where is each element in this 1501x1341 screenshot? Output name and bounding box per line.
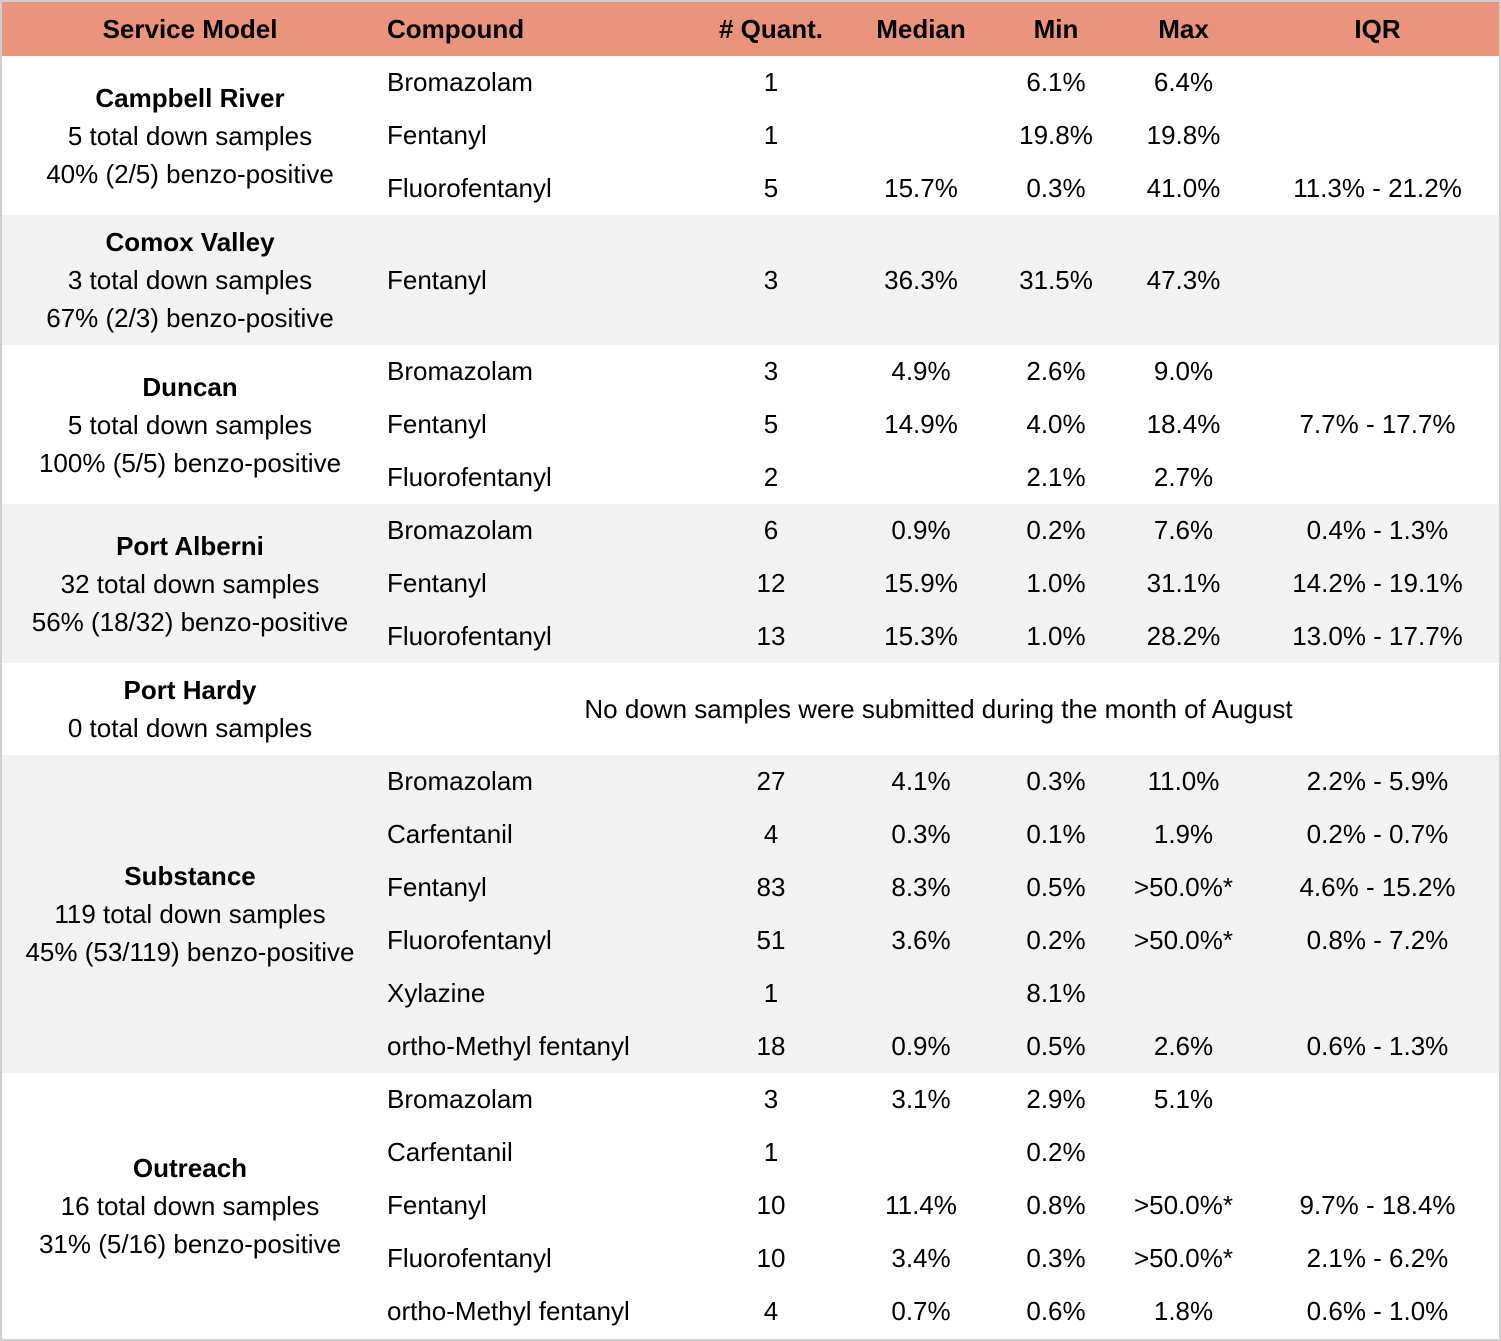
service-model-name: Comox Valley (105, 227, 275, 257)
iqr-cell: 2.1% - 6.2% (1306, 1243, 1449, 1273)
section-rows (378, 56, 1499, 215)
service-model-name: Outreach (132, 1152, 248, 1183)
quant-cell: 1 (763, 67, 779, 97)
compound-cell: Fluorofentanyl (387, 925, 552, 955)
compound-row (378, 610, 1499, 663)
service-model-stat: 0 total down samples (67, 713, 313, 743)
compound-row (378, 1126, 1499, 1179)
service-model-stat: 45% (53/119) benzo-positive (25, 937, 355, 967)
compound-cell: Fluorofentanyl (387, 621, 552, 651)
section-duncan (2, 345, 1499, 504)
min-cell: 6.1% (1026, 67, 1086, 97)
min-cell: 0.6% (1026, 1296, 1086, 1326)
median-cell: 0.9% (891, 515, 951, 545)
min-cell: 31.5% (1019, 264, 1093, 295)
max-cell: 6.4% (1153, 67, 1214, 97)
compound-row (378, 861, 1499, 914)
service-model-stat: 56% (18/32) benzo-positive (31, 606, 349, 637)
min-cell: 0.2% (1026, 1137, 1086, 1167)
median-cell: 3.1% (891, 1084, 951, 1114)
median-cell: 0.7% (891, 1296, 951, 1326)
quant-cell: 27 (756, 766, 786, 796)
min-cell: 0.3% (1026, 173, 1086, 203)
median-cell: 4.9% (891, 356, 951, 386)
min-cell: 0.1% (1026, 819, 1086, 849)
max-cell: >50.0%* (1133, 1243, 1234, 1273)
section-substance (2, 755, 1499, 1073)
compound-cell: Xylazine (387, 978, 486, 1008)
service-model-stat: 67% (2/3) benzo-positive (46, 303, 334, 333)
min-cell: 1.0% (1026, 621, 1086, 651)
compound-cell: Fentanyl (387, 872, 487, 902)
service-model-stat: 100% (5/5) benzo-positive (38, 447, 342, 478)
compound-cell: ortho-Methyl fentanyl (387, 1296, 630, 1326)
section-rows (378, 215, 1499, 345)
header-median: Median (876, 13, 966, 44)
min-cell: 0.5% (1026, 872, 1086, 902)
header-quant: # Quant. (718, 13, 823, 44)
quant-cell: 51 (756, 925, 786, 955)
service-model-cell (2, 504, 378, 663)
service-model-stat: 32 total down samples (60, 568, 320, 599)
quant-cell: 18 (756, 1031, 786, 1061)
median-cell: 11.4% (885, 1190, 957, 1220)
compound-row (378, 56, 1499, 109)
section-rows (378, 504, 1499, 663)
compound-row (378, 1020, 1499, 1073)
max-cell: 31.1% (1146, 568, 1221, 598)
max-cell: >50.0%* (1133, 872, 1234, 902)
iqr-cell: 11.3% - 21.2% (1293, 173, 1462, 203)
compound-cell: Fentanyl (387, 568, 487, 598)
max-cell: 47.3% (1146, 264, 1221, 295)
service-model-cell (2, 345, 378, 504)
compound-cell: Bromazolam (387, 515, 533, 545)
iqr-cell: 4.6% - 15.2% (1299, 872, 1456, 902)
compound-cell: Fluorofentanyl (387, 173, 552, 203)
max-cell: 9.0% (1153, 356, 1214, 386)
max-cell: 28.2% (1146, 621, 1221, 651)
quant-cell: 1 (763, 120, 779, 150)
max-cell: 5.1% (1153, 1084, 1214, 1114)
min-cell: 4.0% (1026, 409, 1086, 439)
section-rows (378, 1073, 1499, 1338)
quant-cell: 1 (763, 978, 779, 1008)
median-cell: 36.3% (884, 264, 958, 295)
iqr-cell: 7.7% - 17.7% (1299, 409, 1456, 439)
max-cell: 11.0% (1147, 766, 1220, 796)
header-compound: Compound (387, 13, 525, 44)
service-model-stat: 16 total down samples (60, 1190, 320, 1221)
min-cell: 0.3% (1026, 766, 1086, 796)
min-cell: 2.9% (1026, 1084, 1086, 1114)
compound-cell: Bromazolam (387, 766, 533, 796)
compound-row (378, 398, 1499, 451)
median-cell: 0.3% (891, 819, 951, 849)
service-model-cell (2, 663, 378, 755)
median-cell: 0.9% (891, 1031, 951, 1061)
min-cell: 19.8% (1019, 120, 1093, 150)
compound-row (378, 557, 1499, 610)
median-cell: 15.3% (884, 621, 958, 651)
min-cell: 2.6% (1026, 356, 1086, 386)
median-cell: 14.9% (884, 409, 958, 439)
median-cell: 3.4% (891, 1243, 951, 1273)
compound-row (378, 345, 1499, 398)
compound-cell: Bromazolam (387, 356, 533, 386)
compound-row (378, 1179, 1499, 1232)
iqr-cell: 2.2% - 5.9% (1306, 766, 1449, 796)
no-samples-message: No down samples were submitted during the month of August (584, 694, 1293, 724)
service-model-cell (2, 215, 378, 345)
compound-cell: Carfentanil (387, 1137, 513, 1167)
min-cell: 0.3% (1026, 1243, 1086, 1273)
service-model-name: Port Alberni (116, 530, 264, 561)
iqr-cell: 0.6% - 1.0% (1306, 1296, 1449, 1326)
median-cell: 4.1% (891, 766, 951, 796)
compound-row (378, 914, 1499, 967)
service-model-stat: 3 total down samples (67, 265, 313, 295)
header-min: Min (1033, 13, 1079, 44)
compound-cell: Bromazolam (387, 67, 533, 97)
iqr-cell: 14.2% - 19.1% (1292, 568, 1463, 598)
compound-cell: Fluorofentanyl (387, 1243, 552, 1273)
median-cell: 3.6% (891, 925, 951, 955)
iqr-cell: 0.6% - 1.3% (1306, 1031, 1449, 1061)
min-cell: 2.1% (1026, 462, 1086, 492)
quant-cell: 4 (763, 819, 779, 849)
section-campbell-river (2, 56, 1499, 215)
section-rows (378, 345, 1499, 504)
section-port-hardy (2, 663, 1499, 755)
median-cell: 8.3% (891, 872, 951, 902)
max-cell: 1.9% (1153, 819, 1214, 849)
quant-cell: 13 (756, 621, 786, 651)
service-model-stat: 119 total down samples (54, 899, 326, 929)
compound-cell: Fentanyl (387, 120, 487, 150)
max-cell: >50.0%* (1133, 1190, 1234, 1220)
compound-cell: Bromazolam (387, 1084, 533, 1114)
compound-cell: Fentanyl (387, 409, 487, 439)
compound-cell: Fentanyl (387, 1190, 487, 1220)
compound-row (378, 1285, 1499, 1338)
header-iqr: IQR (1354, 13, 1401, 44)
median-cell: 15.9% (884, 568, 958, 598)
quant-cell: 10 (756, 1190, 786, 1220)
service-model-cell (2, 755, 378, 1073)
header-max: Max (1158, 13, 1209, 44)
service-model-stat: 40% (2/5) benzo-positive (46, 158, 334, 189)
table-header (2, 2, 1499, 56)
min-cell: 0.2% (1026, 515, 1086, 545)
quant-cell: 3 (763, 264, 779, 295)
quant-cell: 12 (756, 568, 786, 598)
compound-cell: Fluorofentanyl (387, 462, 552, 492)
compound-row (378, 162, 1499, 215)
max-cell: 41.0% (1146, 173, 1221, 203)
service-model-cell (2, 56, 378, 215)
iqr-cell: 0.4% - 1.3% (1306, 515, 1449, 545)
quant-cell: 4 (763, 1296, 779, 1326)
section-rows (378, 663, 1499, 755)
compound-row (378, 451, 1499, 504)
service-model-stat: 5 total down samples (67, 409, 313, 440)
service-model-stat: 5 total down samples (67, 120, 313, 151)
quant-cell: 5 (763, 173, 779, 203)
quant-cell: 10 (756, 1243, 786, 1273)
service-model-cell (2, 1073, 378, 1338)
max-cell: 2.6% (1153, 1031, 1214, 1061)
compound-row (378, 755, 1499, 808)
compound-row (378, 254, 1499, 307)
table-sections (2, 56, 1499, 1339)
max-cell: 18.4% (1146, 409, 1221, 439)
header-service-model: Service Model (102, 13, 278, 44)
service-model-stat: 31% (5/16) benzo-positive (38, 1228, 342, 1259)
compound-row (378, 808, 1499, 861)
min-cell: 0.8% (1026, 1190, 1086, 1220)
section-rows (378, 755, 1499, 1073)
compound-row (378, 109, 1499, 162)
service-model-name: Duncan (142, 371, 238, 402)
service-model-name: Substance (124, 861, 256, 891)
min-cell: 0.2% (1026, 925, 1086, 955)
iqr-cell: 13.0% - 17.7% (1292, 621, 1463, 651)
quant-cell: 3 (763, 356, 779, 386)
median-cell: 15.7% (884, 173, 958, 203)
service-model-name: Port Hardy (123, 675, 257, 705)
quant-cell: 2 (763, 462, 779, 492)
compound-cell: Fentanyl (387, 264, 487, 295)
iqr-cell: 0.8% - 7.2% (1306, 925, 1449, 955)
max-cell: 1.8% (1153, 1296, 1214, 1326)
service-model-name: Campbell River (95, 82, 285, 113)
iqr-cell: 0.2% - 0.7% (1306, 819, 1449, 849)
quant-cell: 1 (763, 1137, 779, 1167)
compound-row (378, 967, 1499, 1020)
max-cell: 2.7% (1153, 462, 1214, 492)
quant-cell: 83 (756, 872, 786, 902)
section-comox-valley (2, 215, 1499, 345)
max-cell: 19.8% (1146, 120, 1221, 150)
compound-cell: ortho-Methyl fentanyl (387, 1031, 630, 1061)
compound-row (378, 1232, 1499, 1285)
iqr-cell: 9.7% - 18.4% (1299, 1190, 1456, 1220)
min-cell: 0.5% (1026, 1031, 1086, 1061)
quant-cell: 5 (763, 409, 779, 439)
quant-cell: 6 (763, 515, 779, 545)
max-cell: 7.6% (1153, 515, 1214, 545)
min-cell: 1.0% (1026, 568, 1086, 598)
compound-cell: Carfentanil (387, 819, 513, 849)
section-port-alberni (2, 504, 1499, 663)
min-cell: 8.1% (1026, 978, 1086, 1008)
compound-row (378, 1073, 1499, 1126)
section-outreach (2, 1073, 1499, 1338)
max-cell: >50.0%* (1133, 925, 1234, 955)
quant-cell: 3 (763, 1084, 779, 1114)
compound-row (378, 504, 1499, 557)
